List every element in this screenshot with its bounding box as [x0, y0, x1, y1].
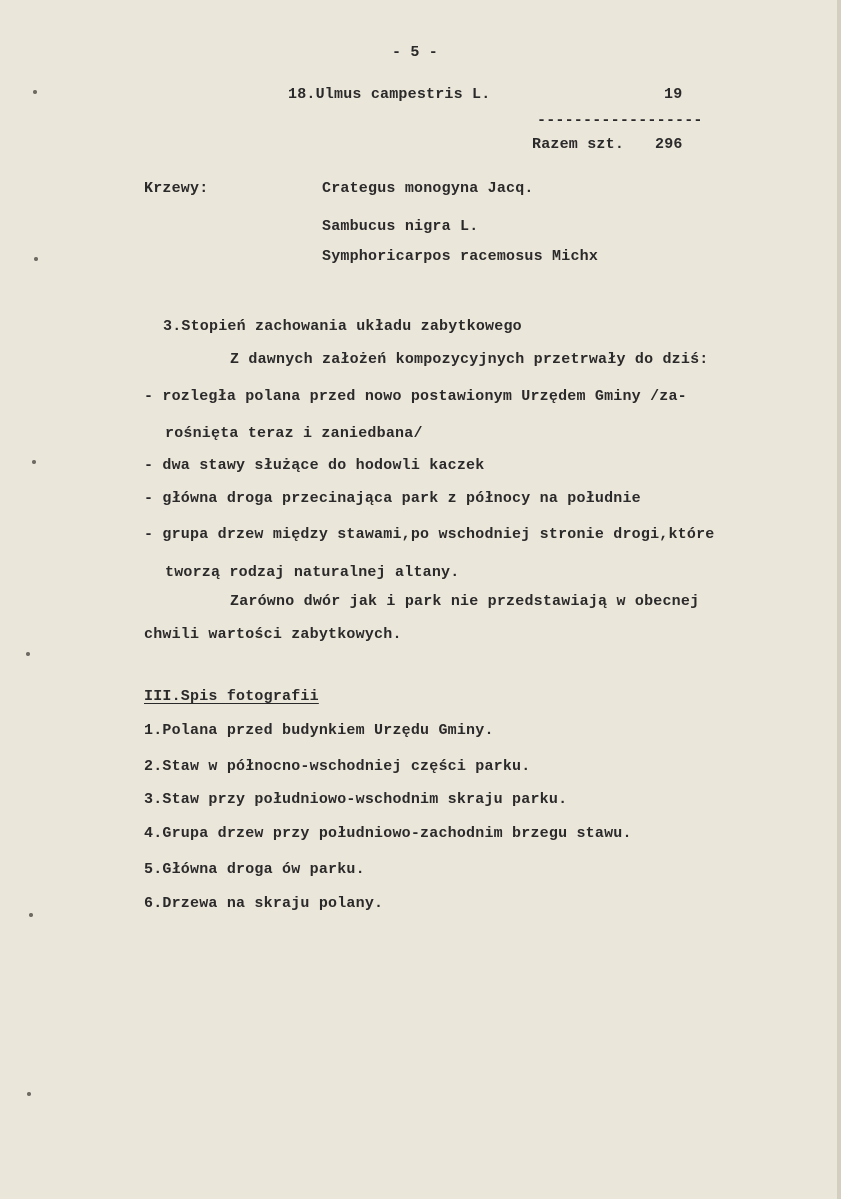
total-label: Razem szt.: [532, 136, 625, 153]
photo-list-item: 5.Główna droga ów parku.: [144, 861, 365, 878]
punch-hole-mark: [29, 913, 33, 917]
punch-hole-mark: [32, 460, 36, 464]
punch-hole-mark: [33, 90, 37, 94]
photo-list-item: 3.Staw przy południowo-wschodnim skraju parku.: [144, 791, 568, 808]
shrub-item: Crategus monogyna Jacq.: [322, 180, 534, 197]
page-number: - 5 -: [392, 44, 439, 61]
photo-list-item: 1.Polana przed budynkiem Urzędu Gminy.: [144, 722, 494, 739]
punch-hole-mark: [34, 257, 38, 261]
section3-line: - główna droga przecinająca park z północy na południe: [144, 490, 641, 507]
tree-item-count: 19: [664, 86, 683, 103]
section3-line: chwili wartości zabytkowych.: [144, 626, 402, 643]
section3-line: - grupa drzew między stawami,po wschodniej stronie drogi,które: [144, 526, 715, 543]
section3-line: - dwa stawy służące do hodowli kaczek: [144, 457, 485, 474]
section3-line: rośnięta teraz i zaniedbana/: [165, 425, 423, 442]
tree-item-label: 18.Ulmus campestris L.: [288, 86, 491, 103]
section3-heading: 3.Stopień zachowania układu zabytkowego: [163, 318, 522, 335]
punch-hole-mark: [27, 1092, 31, 1096]
photo-list-item: 6.Drzewa na skraju polany.: [144, 895, 384, 912]
shrub-item: Symphoricarpos racemosus Michx: [322, 248, 599, 265]
punch-hole-mark: [26, 652, 30, 656]
total-value: 296: [655, 136, 683, 153]
photo-list-item: 2.Staw w północno-wschodniej części parku.: [144, 758, 531, 775]
shrub-item: Sambucus nigra L.: [322, 218, 479, 235]
shrubs-heading: Krzewy:: [144, 180, 209, 197]
photo-list-item: 4.Grupa drzew przy południowo-zachodnim brzegu stawu.: [144, 825, 632, 842]
section3-line: - rozległa polana przed nowo postawionym Urzędem Gminy /za-: [144, 388, 687, 405]
total-separator: ------------------: [537, 112, 703, 129]
section3-line: Zarówno dwór jak i park nie przedstawiają w obecnej: [230, 593, 700, 610]
photos-heading: III.Spis fotografii: [144, 688, 319, 705]
section3-line: Z dawnych założeń kompozycyjnych przetrwały do dziś:: [230, 351, 709, 368]
section3-line: tworzą rodzaj naturalnej altany.: [165, 564, 460, 581]
